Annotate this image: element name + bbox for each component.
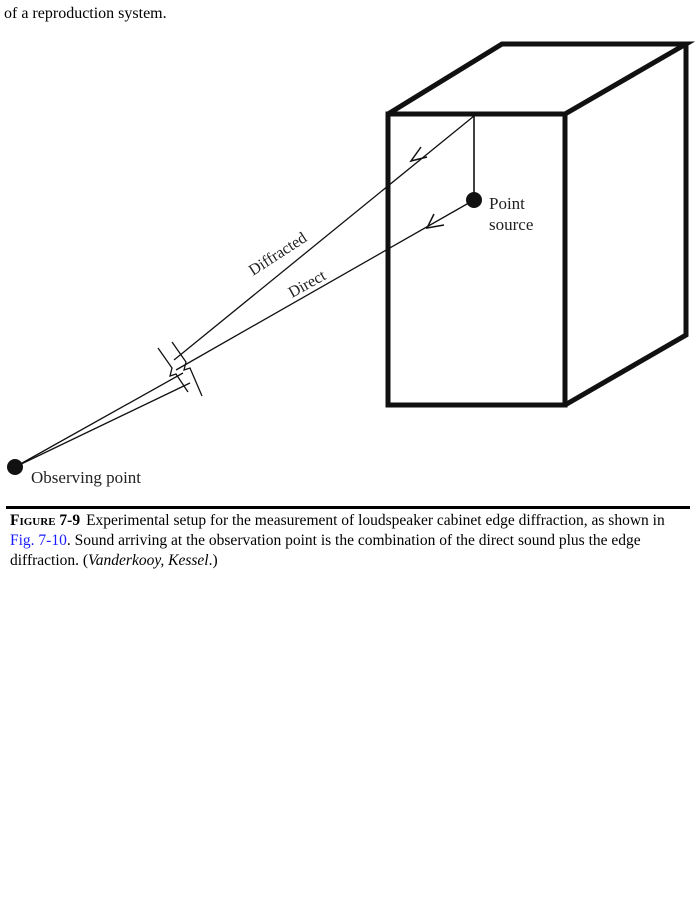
direct-ray (15, 200, 474, 467)
caption-text-2: . Sound arriving at the observation point is the combination of the direct sound plus the edge diffraction. ( (10, 532, 641, 569)
running-text: of a reproduction system. (4, 5, 167, 22)
direct-label: Direct (285, 267, 329, 302)
caption-rule (6, 506, 690, 509)
diffracted-label: Diffracted (245, 229, 311, 280)
observing-point-dot (7, 459, 23, 475)
point-source-label-line2: source (489, 215, 534, 234)
diffraction-figure (0, 30, 695, 500)
loudspeaker-cabinet (388, 44, 686, 405)
figure-label: Figure 7-9 (10, 512, 81, 529)
figure-caption (10, 511, 680, 571)
caption-text-3: .) (208, 552, 218, 569)
caption-text-1: Experimental setup for the measurement of loudspeaker cabinet edge diffraction, as shown in (86, 512, 665, 529)
observing-point-label: Observing point (31, 468, 142, 487)
cabinet-top-face (388, 44, 686, 114)
cabinet-side-face (565, 44, 686, 405)
point-source-label-line1: Point (489, 194, 525, 213)
figure-link[interactable]: Fig. 7-10 (10, 532, 67, 549)
cabinet-front-face (388, 114, 565, 405)
diffracted-arrowhead (411, 147, 427, 161)
diffracted-ray (15, 116, 474, 467)
caption-credit: Vanderkooy, Kessel (88, 552, 209, 569)
